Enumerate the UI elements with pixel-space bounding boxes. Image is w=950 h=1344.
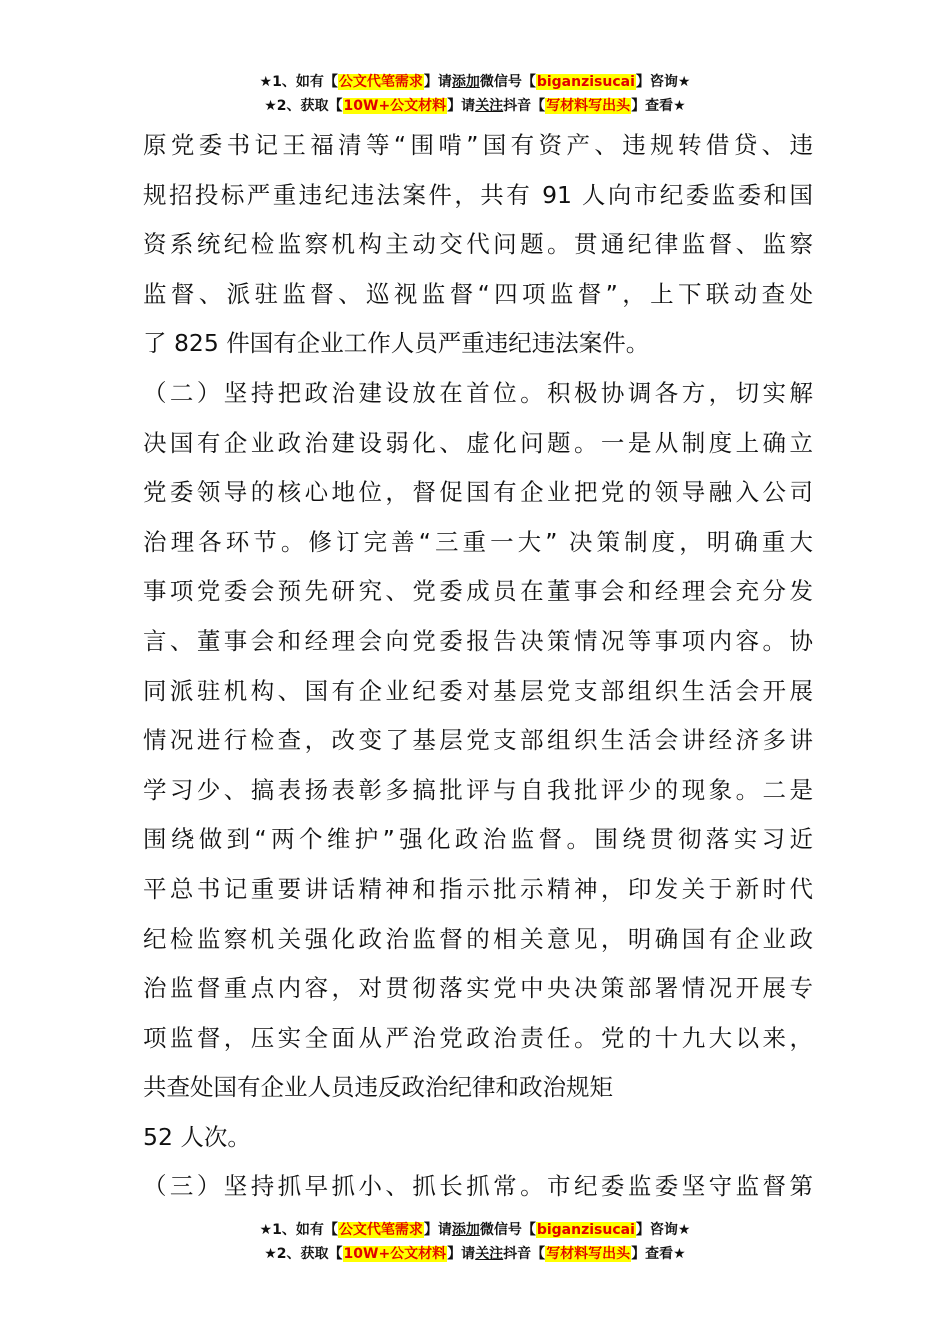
section-heading-3: （三）坚持抓早抓小、抓长抓常。市纪委监委坚守监督第	[143, 1172, 813, 1201]
body-line: 52 人次。	[143, 1122, 251, 1151]
footer-line-2-text: 】请	[447, 1246, 476, 1262]
footer-highlight-wechat-id: biganzisucai	[536, 1222, 635, 1238]
footer-line-1-text: ★1、如有【	[259, 1222, 338, 1238]
footer-line-2-text: 抖音【	[503, 1246, 546, 1262]
header-underlined-follow: 关注	[475, 98, 504, 114]
footer-highlight-service: 公文代笔需求	[338, 1222, 423, 1238]
footer-highlight-materials: 10W+公文材料	[343, 1246, 447, 1262]
body-line: 原党委书记王福清等“围啃”国有资产、违规转借贷、违	[143, 131, 813, 159]
body-line: 项监督，压实全面从严治党政治责任。党的十九大以来，	[143, 1023, 813, 1052]
header-line-2	[0, 94, 950, 118]
header-line-1-text: ★1、如有【	[259, 74, 338, 90]
body-line: 同派驻机构、国有企业纪委对基层党支部组织生活会开展	[143, 676, 813, 705]
body-line: 学习少、搞表扬表彰多搞批评与自我批评少的现象。二是	[143, 775, 813, 804]
header-highlight-douyin: 写材料写出头	[546, 98, 631, 114]
header-line-1-text: 】请	[423, 74, 452, 90]
footer-underlined-add: 添加	[451, 1222, 480, 1238]
header-line-2-text: 】查看★	[631, 98, 686, 114]
body-line: 了 825 件国有企业工作人员严重违纪违法案件。	[143, 329, 650, 358]
body-line: 情况进行检查，改变了基层党支部组织生活会讲经济多讲	[143, 726, 813, 755]
body-line: 治监督重点内容，对贯彻落实党中央决策部署情况开展专	[143, 974, 813, 1003]
body-line: 党委领导的核心地位，督促国有企业把党的领导融入公司	[143, 478, 813, 507]
header-highlight-service: 公文代笔需求	[338, 74, 423, 90]
body-line: 言、董事会和经理会向党委报告决策情况等事项内容。协	[143, 626, 813, 655]
section-heading-2: （二）坚持把政治建设放在首位。积极协调各方，切实解	[143, 378, 813, 407]
footer-highlight-douyin: 写材料写出头	[546, 1246, 631, 1262]
document-body	[143, 121, 813, 1212]
header-line-2-text: 】请	[447, 98, 476, 114]
body-line: 事项党委会预先研究、党委成员在董事会和经理会充分发	[143, 577, 813, 606]
footer-banner	[0, 1218, 950, 1266]
footer-line-2-text: 】查看★	[631, 1246, 686, 1262]
body-line: 平总书记重要讲话精神和指示批示精神，印发关于新时代	[143, 874, 813, 903]
body-line: 共查处国有企业人员违反政治纪律和政治规矩	[143, 1073, 613, 1102]
header-line-1-text: 微信号【	[479, 74, 536, 90]
body-line: 监督、派驻监督、巡视监督“四项监督”，上下联动查处	[143, 279, 813, 308]
footer-line-1-text: 微信号【	[479, 1222, 536, 1238]
header-line-1	[0, 70, 950, 94]
header-line-2-text: ★2、获取【	[264, 98, 343, 114]
header-underlined-add: 添加	[451, 74, 480, 90]
footer-underlined-follow: 关注	[475, 1246, 504, 1262]
footer-line-1	[0, 1218, 950, 1242]
header-line-2-text: 抖音【	[503, 98, 546, 114]
header-highlight-materials: 10W+公文材料	[343, 98, 447, 114]
footer-line-2-text: ★2、获取【	[264, 1246, 343, 1262]
footer-line-1-text: 】咨询★	[635, 1222, 691, 1238]
body-line: 围绕做到“两个维护”强化政治监督。围绕贯彻落实习近	[143, 825, 813, 854]
body-line: 规招投标严重违纪违法案件，共有 91 人向市纪委监委和国	[143, 180, 813, 209]
body-line: 治理各环节。修订完善“三重一大” 决策制度，明确重大	[143, 527, 813, 556]
footer-line-2	[0, 1242, 950, 1266]
body-line: 资系统纪检监察机构主动交代问题。贯通纪律监督、监察	[143, 230, 813, 259]
footer-line-1-text: 】请	[423, 1222, 452, 1238]
body-line: 决国有企业政治建设弱化、虚化问题。一是从制度上确立	[143, 428, 813, 457]
header-highlight-wechat-id: biganzisucai	[536, 74, 635, 90]
body-line: 纪检监察机关强化政治监督的相关意见，明确国有企业政	[143, 924, 813, 953]
header-banner	[0, 70, 950, 118]
header-line-1-text: 】咨询★	[635, 74, 691, 90]
